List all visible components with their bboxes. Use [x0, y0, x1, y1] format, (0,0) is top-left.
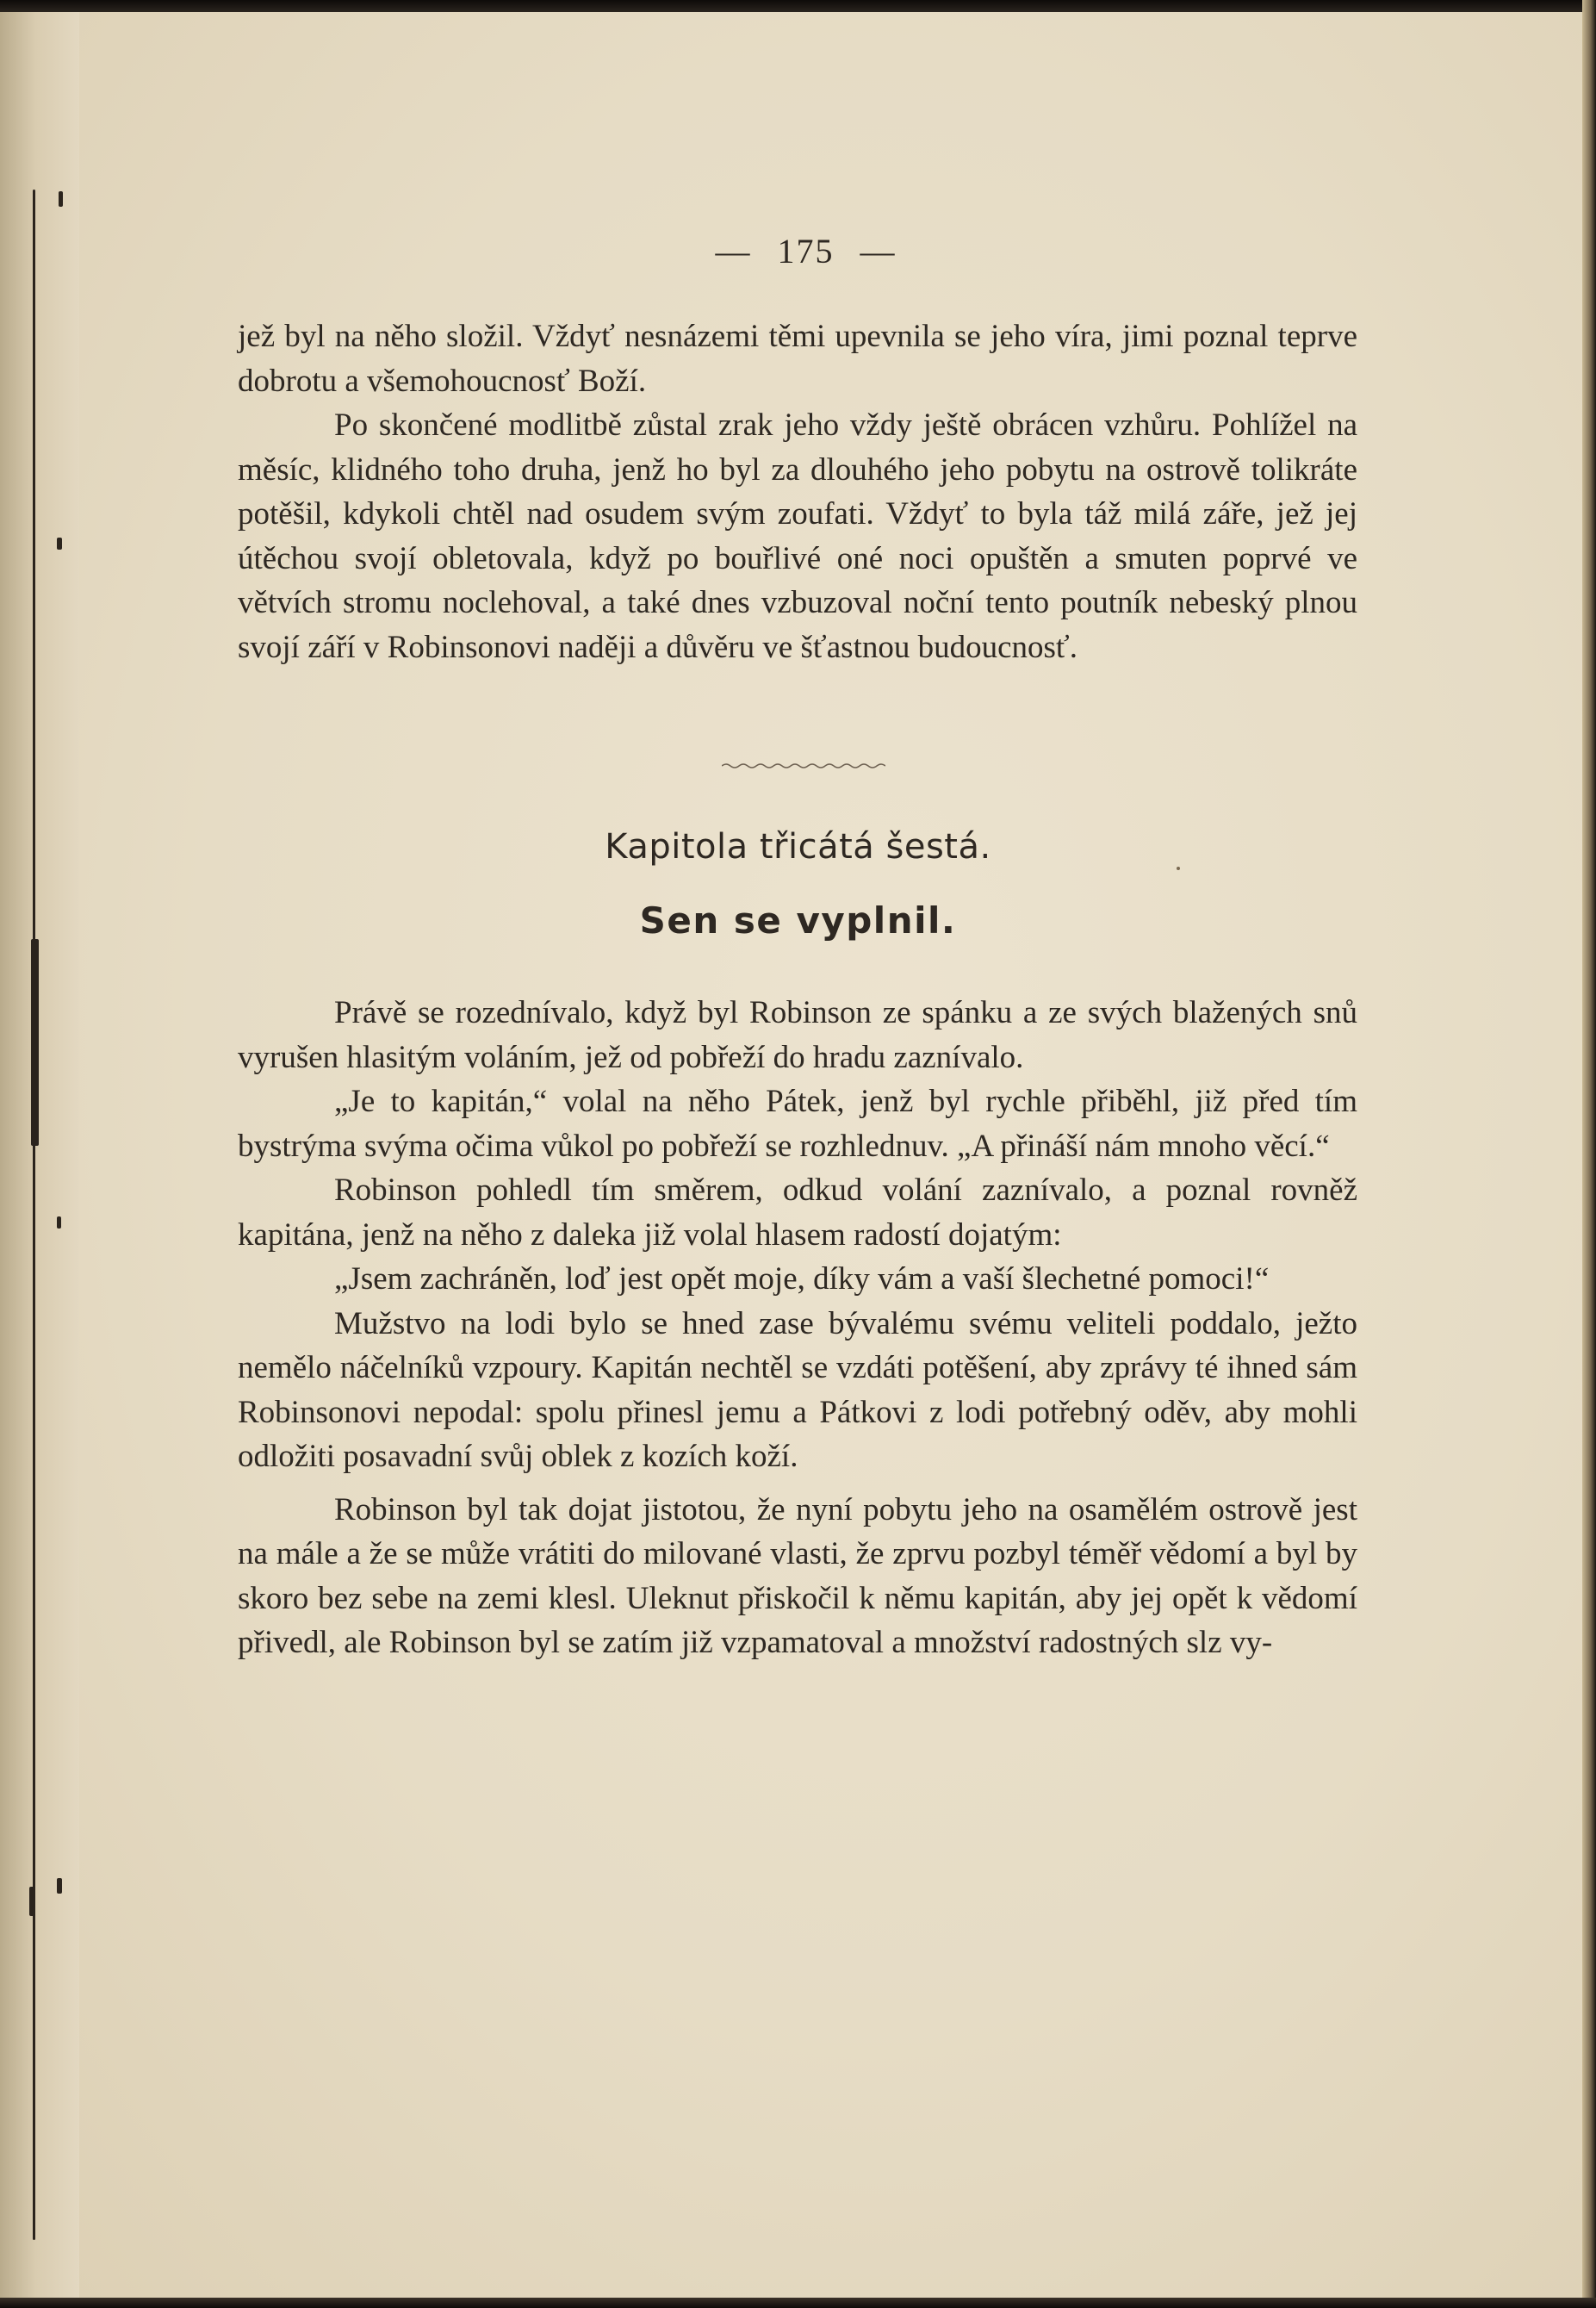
- page-number: 175: [777, 232, 835, 271]
- chapter-label: Kapitola třicátá šestá.: [605, 827, 991, 867]
- page-number-dash-right: —: [860, 232, 897, 271]
- paragraph: „Je to kapitán,“ volal na něho Pátek, jenž byl rychle přiběhl, již před tím bystrýma svýma očima vůkol po pobřeží se rozhlednuv. „A přináší nám mnoho věcí.“: [238, 1084, 1357, 1164]
- page-right-edge: [1582, 0, 1596, 2308]
- section-divider-ornament: [722, 762, 885, 770]
- binding-mark: [59, 191, 63, 207]
- page-number-dash-left: —: [715, 232, 752, 271]
- binding-gutter: [0, 0, 79, 2308]
- page-bottom-edge: [0, 2298, 1596, 2308]
- binding-mark: [57, 538, 62, 550]
- paragraph: Právě se rozednívalo, když byl Robinson ze spánku a ze svých blažených snů vyrušen hlasitým voláním, jež od pobřeží do hradu zaznívalo.: [238, 995, 1357, 1075]
- paper-speck: [1177, 867, 1180, 870]
- page-number-line: [0, 231, 1596, 271]
- paragraph: Robinson pohledl tím směrem, odkud volání zaznívalo, a poznal rovněž kapitána, jenž na něho z daleka již volal hlasem radostí dojatým:: [238, 1173, 1357, 1253]
- binding-edge-line: [33, 190, 35, 2240]
- binding-mark: [29, 1887, 35, 1916]
- paragraph: „Jsem zachráněn, loď jest opět moje, díky vám a vaší šlechetné pomoci!“: [334, 1261, 1270, 1297]
- paragraph: Po skončené modlitbě zůstal zrak jeho vždy ještě obrácen vzhůru. Pohlížel na měsíc, klidného toho druha, jenž ho byl za dlouhého jeho pobytu na ostrově tolikráte potěšil, kdykoli chtěl nad osudem svým zoufati. Vždyť to byla táž milá záře, jež jej útěchou svojí obletovala, když po bouřlivé oné noci opuštěn a smuten poprvé ve větvích stromu noclehoval, a také dnes vzbuzoval noční tento poutník nebeský plnou svojí září v Robinsonovi naději a důvěru ve šťastnou budoucnosť.: [238, 407, 1357, 665]
- text-block-chapter: [238, 991, 1357, 1665]
- paragraph: Mužstvo na lodi bylo se hned zase bývalému svému veliteli poddalo, ježto nemělo náčelníků vzpoury. Kapitán nechtěl se vzdáti potěšení, aby zprávy té ihned sám Robinsonovi nepodal: spolu přinesl jemu a Pátkovi z lodi potřebný oděv, aby mohli odložiti posavadní svůj oblek z kozích koží.: [238, 1305, 1357, 1474]
- binding-mark: [57, 1216, 61, 1229]
- binding-mark: [31, 939, 39, 1146]
- paragraph: jež byl na něho složil. Vždyť nesnázemi těmi upevnila se jeho víra, jimi poznal teprve dobrotu a všemohoucnosť Boží.: [238, 319, 1357, 399]
- paragraph: Robinson byl tak dojat jistotou, že nyní pobytu jeho na osamělém ostrově jest na mále a že se může vrátiti do milované vlasti, že zprvu pozbyl téměř vědomí a byl by skoro bez sebe na zemi klesl. Uleknut přiskočil k němu kapitán, aby jej opět k vědomí přivedl, ale Robinson byl se zatím již vzpamatoval a množství radostných slz vy-: [238, 1491, 1357, 1660]
- page-top-edge: [0, 0, 1596, 12]
- binding-mark: [57, 1878, 62, 1894]
- chapter-title: Sen se vyplnil.: [639, 899, 957, 942]
- text-block-top: [238, 314, 1357, 669]
